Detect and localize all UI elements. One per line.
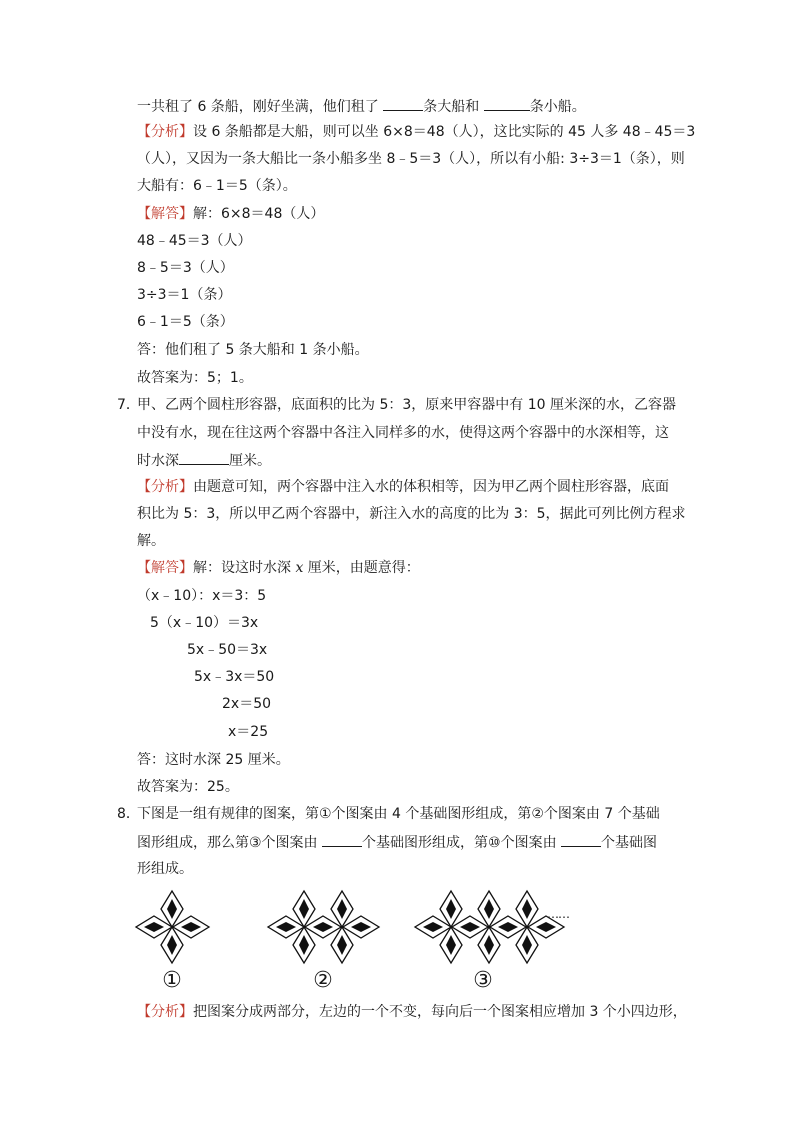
q7-conclusion: 答：这时水深 25 厘米。 [137, 752, 290, 768]
q7-final-answer: 故答案为：25。 [137, 779, 239, 795]
q6-final-answer: 故答案为：5；1。 [137, 370, 253, 386]
pattern-label-2: ② [313, 968, 333, 993]
pattern-1 [136, 891, 209, 963]
q6-step: 8﹣5＝3（人） [137, 260, 234, 276]
q8-text: 图形组成，那么第③个图案由 [137, 835, 323, 851]
analysis-text: 设 6 条船都是大船，则可以坐 6×8＝48（人），这比实际的 45 人多 48﹣45＝3 [193, 124, 696, 140]
q8-text: 个基础图形组成，第⑩个图案由 [362, 835, 562, 851]
q7-text: 时水深 [137, 453, 179, 469]
q8-question-line: 下图是一组有规律的图案，第①个图案由 4 个基础图形组成，第②个图案由 7 个基础 [137, 806, 660, 822]
pattern-label-1: ① [162, 968, 182, 993]
answer-text: 解：设这时水深 [193, 560, 296, 576]
pattern-3 [415, 891, 564, 963]
answer-text: 厘米，由题意得： [303, 560, 420, 576]
q7-analysis-line: 积比为 5：3，所以甲乙两个容器中，新注入水的高度的比为 3：5，据此可列比例方程求 [137, 506, 686, 522]
equation-step: 5（x﹣10）＝3x [150, 615, 259, 631]
variable-x: x [295, 560, 304, 576]
answer-text: 解：6×8＝48（人） [193, 206, 325, 222]
q7-analysis-line: 解。 [137, 533, 165, 549]
pattern-2 [268, 891, 379, 963]
pattern-ellipsis: …… [547, 907, 569, 921]
q6-text: 条大船和 [423, 99, 484, 115]
q8-analysis-line [137, 1002, 687, 1022]
equation-step: 5x﹣50＝3x [187, 642, 268, 658]
q7-number: 7． [117, 397, 140, 413]
analysis-tag: 【分析】 [137, 479, 193, 495]
q8-question-line: 形组成。 [137, 861, 193, 877]
equation-step: （x﹣10）：x＝3：5 [137, 588, 267, 604]
analysis-tag: 【分析】 [137, 1004, 193, 1020]
q7-question-line: 中没有水，现在往这两个容器中各注入同样多的水，使得这两个容器中的水深相等，这 [137, 425, 669, 441]
q8-number: 8． [117, 806, 140, 822]
pattern-label-3: ③ [473, 968, 493, 993]
q6-text: 条小船。 [529, 99, 586, 115]
q8-text: 个基础图 [601, 835, 658, 851]
q6-analysis-line: （人），又因为一条大船比一条小船多坐 8﹣5＝3（人），所以有小船: 3÷3＝1（条），则 [137, 151, 685, 167]
q7-question-line: 甲、乙两个圆柱形容器，底面积的比为 5：3，原来甲容器中有 10 厘米深的水，乙容器 [137, 397, 676, 413]
analysis-text: 把图案分成两部分，左边的一个不变，每向后一个图案相应增加 3 个小四边形， [193, 1004, 687, 1020]
analysis-tag: 【分析】 [137, 124, 193, 140]
q6-step: 48﹣45＝3（人） [137, 233, 252, 249]
q6-analysis-line: 大船有：6﹣1＝5（条）。 [137, 178, 297, 194]
q6-step: 3÷3＝1（条） [137, 287, 232, 303]
q6-text: 一共租了 6 条船，刚好坐满，他们租了 [137, 99, 384, 115]
q6-conclusion: 答：他们租了 5 条大船和 1 条小船。 [137, 342, 369, 358]
equation-step: 5x﹣3x＝50 [194, 669, 275, 685]
q7-text: 厘米。 [229, 453, 271, 469]
answer-tag: 【解答】 [137, 206, 193, 222]
equation-step: 2x＝50 [222, 696, 272, 712]
analysis-text: 由题意可知，两个容器中注入水的体积相等，因为甲乙两个圆柱形容器，底面 [193, 479, 669, 495]
q6-step: 6﹣1＝5（条） [137, 314, 234, 330]
equation-step: x＝25 [228, 724, 269, 740]
answer-tag: 【解答】 [137, 560, 193, 576]
